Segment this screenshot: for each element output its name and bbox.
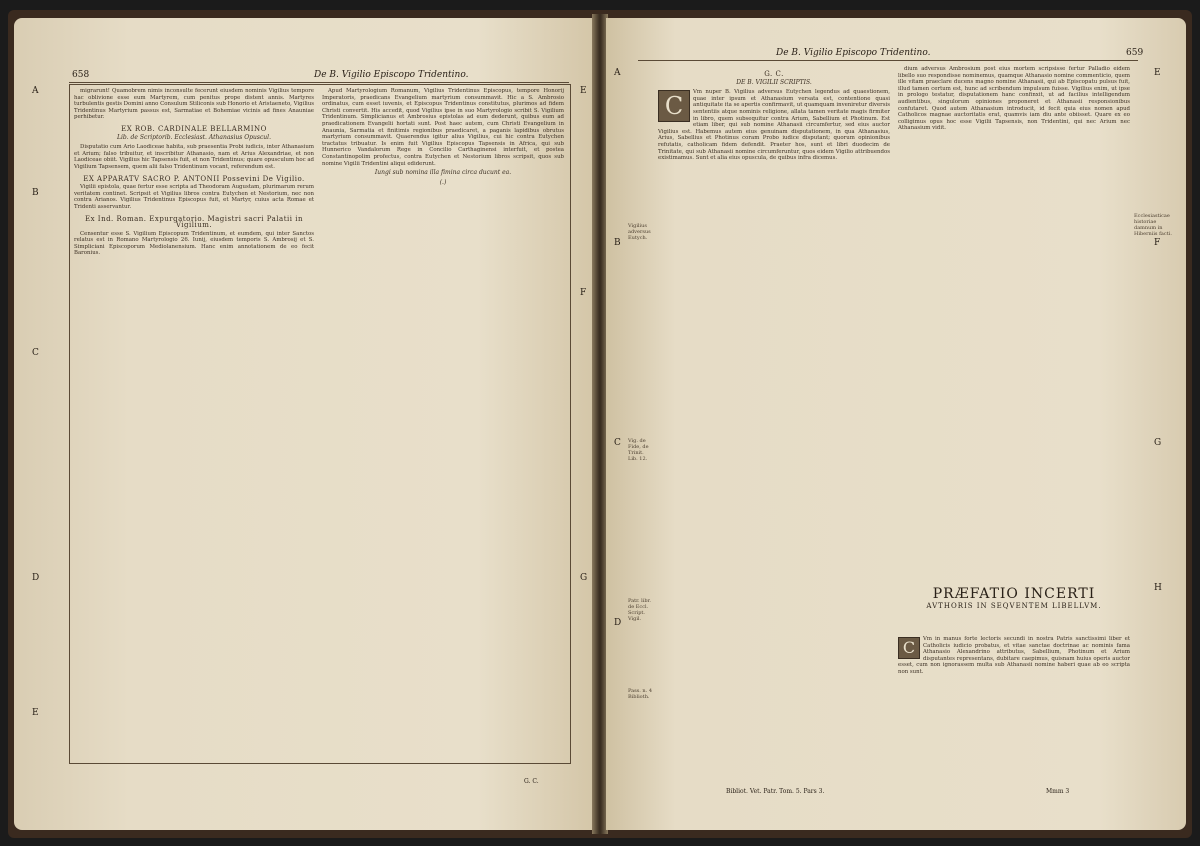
left-signature: G. C. [524, 778, 539, 785]
right-outer-sidenote: Ecclesiasticae historiae damnum in Hiberniis facti. [1134, 213, 1172, 237]
right-sidenote-4: Pass. n. 4 Biblioth. [628, 688, 653, 700]
left-folio: 658 [72, 70, 90, 80]
right-col1-body: Vm nuper B. Vigilius adversus Eutychen legendus ad quaestionem, quae inter ipsum et Athanasium versata est, contentione quasi antiquitate ita se apertis confirmavit, ut quamquam inveniretur diversis sententiis atque nominis religione, allata tamen veritate magis firmiter in libro, quem subsequitur contra Arium, Sabellium et Photinum. Est etiam liber, qui sub nomine Athanasii circumfertur, sed eius auctor Vigilius est. Habemus autem eius genuinam disputationem, in qua Athanasius, Arius, Sabellius et Photinus coram Probo iudice disputant; quorum opinionibus refutatis, catholicam fidem defendit. Praeter hos, sunt et libri duodecim de Trinitate, qui sub Athanasii nomine circumferuntur, quos eidem Vigilio attribuendos existimamus. Sunt et alia eius opuscula, de quibus infra dicemus. [658, 89, 890, 162]
right-col1-heading: G. C. [764, 70, 784, 78]
right-page [606, 18, 1186, 830]
left-inner-letter-e: E [580, 86, 587, 96]
praefatio-initial: C [898, 637, 920, 659]
praefatio-body: Vm in manus forte lectoris secundi in nostra Patris sanctissimi liber et Catholicis iudicio probatus, et vitae sanctae doctrinae ac nominis fama Athanasio Alexandrino attributus, Sabellium, Photinum et Arium disputantes representans, dubitare caepimus, quisnam huius operis auctor esset, cum non ignorassem multa sub Athanasii nomine haberi quae ab eo scripta non sunt. [898, 636, 1130, 675]
left-col1-body: Disputatio cum Ario Laodiceae habita, sub praesentia Probi iudicis, inter Athanasium et Arium; falso tribuitur, et inscribitur Athanasio, nam et Arius Alexandriae, et non Laodiceae obiit. Vigilius hic Tapsensis fuit, et non Tridentinus; quare opusculum hoc ad Vigilium Tapsensem, quem alii falso Tridentinum vocant, referendum est. [74, 144, 314, 170]
right-col1-sub: DE B. VIGILII SCRIPTIS. [736, 78, 812, 86]
right-column-1 [658, 66, 890, 776]
right-col1-initial: C [658, 90, 690, 122]
right-outer-letter-g: G [1154, 438, 1162, 448]
praefatio-heading [898, 586, 1130, 610]
left-col1-body2: Vigilii epistola, quae fertur esse scripta ad Theodoram Augustam, plurimarum rerum veritatem continet. Scripsit et Vigilius libros contra Eutychen et Nestorium, nec non contra Arianos. Vigilius Tridentinus Episcopus fuit, et Martyr, cuius acta Romae et Tridenti asservantur. [74, 184, 314, 210]
open-book [8, 10, 1192, 838]
left-margin-letter-d: D [32, 573, 40, 583]
right-sidenote-3: Patr. libr. de Eccl. Script. Vigil. [628, 598, 651, 622]
right-folio: 659 [1126, 48, 1144, 58]
right-margin-letter-a: A [614, 68, 621, 78]
right-footer-signature: Mmm 3 [1046, 788, 1070, 795]
right-outer-letter-f: F [1154, 238, 1161, 248]
praefatio-column [898, 636, 1130, 776]
right-running-head: De B. Vigilio Episcopo Tridentino. [776, 48, 931, 58]
right-header-rule [638, 60, 1138, 61]
left-page [14, 18, 594, 830]
praefatio-title: PRÆFATIO INCERTI [932, 586, 1096, 602]
right-margin-letter-c: C [614, 438, 621, 448]
left-col2-tail: Iungi sub nomina illa fimina circa ducunt ea. [374, 169, 512, 177]
left-margin-letter-e: E [32, 708, 39, 718]
right-column-2 [898, 66, 1130, 576]
left-col1-heading2: EX APPARATV SACRO P. ANTONII Possevini De Vigilio. [83, 174, 305, 183]
left-col1-heading: EX ROB. CARDINALE BELLARMINO [121, 124, 267, 133]
left-inner-letter-g: G [580, 573, 588, 583]
right-col2-body: dium adversus Ambrosium post eius mortem scripsisse fertur Palladio eidem libello suo respondisse nominemus, quamque Athanasio nomine commenticio, quem ille vitam praeclare ducens magno nomine Athanasii, qui ab Episcopatu pulsus fuit, illud tamen certum est, hunc ad scribendum impulsum fuisse. Vigilius enim, ut ipse in prologo testatur, disputationem hanc confinxit, ut ad facilius intelligendum audientibus, singulorum opiniones proponeret et Athanasii responsionibus confutaret. Quod autem Athanasium introducit, id fecit quia eius nomen apud Catholicos magnae auctoritatis erat, quamvis iam diu ante obiisset. Quare ex eo colligimus opus hoc esse Vigilii Tapsensis, non Tridentini, qui nec Arium nec Athanasium vidit. [898, 66, 1130, 132]
left-col1-sub: Lib. de Scriptorib. Ecclesiast. Athanasius Opuscul. [117, 133, 271, 141]
left-running-head: De B. Vigilio Episcopo Tridentino. [314, 70, 469, 80]
left-inner-letter-f: F [580, 288, 587, 298]
left-header-rule [69, 82, 569, 83]
left-col1-heading3: Ex Ind. Roman. Expurgatorio. Magistri sacri Palatii in Vigilium. [85, 214, 303, 230]
left-margin-letter-c: C [32, 348, 39, 358]
left-column-2 [322, 88, 564, 758]
right-outer-letter-e: E [1154, 68, 1161, 78]
right-sidenote-1: Vigilius adversus Eutych. [628, 223, 651, 241]
right-sidenote-2: Vig. de Fide, de Trinit. Lib. 12. [628, 438, 649, 462]
left-col2-note: (.) [439, 178, 447, 186]
right-footer-source: Bibliot. Vet. Patr. Tom. 5. Pars 3. [726, 788, 825, 795]
left-col2-body: Apud Martyrologium Romanum, Vigilius Tridentinus Episcopus, tempore Honorij Imperatoris, praedicans Evangelium martyrium consummavit. Hic a S. Ambrosio ordinatus, cum esset iuvenis, et Episcopus Tridentinus constitutus, plurimos ad fidem Christi convertit. His accedit, quod Vigilius ipse in suo Martyrologio scribit S. Vigilium Tridentinum. Simplicianus et Ambrosius epistolas ad eum dederunt, quibus eum ad praedicationem Evangelii hortati sunt. Post haec autem, cum Christi Evangelium in Anaunia, Sarmatia et finitimis regionibus praedicaret, a paganis lapidibus obrutus martyrium consummavit. Quaerendus igitur alius Vigilius, cui hic contra Eutychen tractatus tribuatur. Is enim fuit Vigilius Episcopus Tapsensis in Africa, qui sub Hunnerico Vandalorum Rege in Concilio Carthaginensi interfuit, et postea Constantinopolim profectus, contra Eutychen et Nestorium libros scripsit, quos sub nomine Vigilii Tridentini aliqui ediderunt. [322, 88, 564, 167]
right-margin-letter-b: B [614, 238, 621, 248]
left-margin-letter-a: A [32, 86, 39, 96]
left-col1-intro: migrarunt! Quamobrem nimis inconsulte fecerunt eiusdem nominis Vigilius tempore hac oblivione esse eum Martyrem, cum penitus prope distent annis. Martyres turbulentis gestis Domini anno Consulum Stiliconis sub Honorio et Aristaeneto, Vigilius Tridentinus Martyrium passus est, Sarmatiae et Bohemiae vicinis ad fines Anauniae perhibetur. [74, 88, 314, 121]
right-margin-letter-d: D [614, 618, 622, 628]
right-outer-letter-h: H [1154, 583, 1162, 593]
left-col1-body3: Censentur esse S. Vigilium Episcopum Tridentinum, et eumdem, qui inter Sanctos relatus est in Romano Martyrologio 26. Iunij, eiusdem temporis S. Ambrosij et S. Simpliciani Episcoporum Mediolanensium. Hanc enim annotationem de eo fecit Baronius. [74, 230, 314, 257]
left-margin-letter-b: B [32, 188, 39, 198]
praefatio-subtitle: AVTHORIS IN SEQVENTEM LIBELLVM. [926, 602, 1102, 610]
left-column-1 [74, 88, 314, 758]
